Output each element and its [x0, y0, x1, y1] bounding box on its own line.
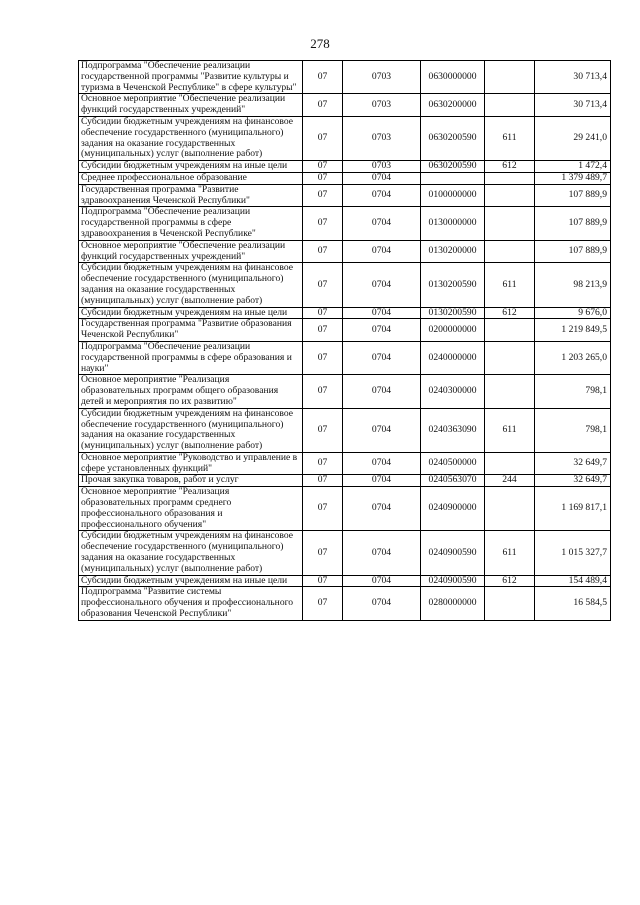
subsection-code-cell: 0704 — [343, 341, 421, 374]
expense-type-cell: 612 — [485, 161, 535, 173]
section-code-cell: 07 — [303, 531, 343, 575]
amount-cell: 1 169 817,1 — [535, 487, 611, 531]
expense-type-cell: 611 — [485, 116, 535, 160]
subsection-code-cell: 0703 — [343, 61, 421, 94]
table-row — [79, 452, 611, 475]
expense-type-cell — [485, 341, 535, 374]
amount-cell: 30 713,4 — [535, 61, 611, 94]
subsection-code-cell: 0704 — [343, 408, 421, 452]
subsection-code-cell: 0704 — [343, 587, 421, 620]
item-name-cell: Основное мероприятие "Обеспечение реализации функций государственных учреждений" — [79, 94, 303, 117]
subsection-code-cell: 0704 — [343, 263, 421, 307]
section-code-cell: 07 — [303, 207, 343, 240]
subsection-code-cell: 0703 — [343, 94, 421, 117]
expense-type-cell — [485, 587, 535, 620]
item-name-cell: Основное мероприятие "Руководство и управление в сфере установленных функций" — [79, 452, 303, 475]
item-name-cell: Субсидии бюджетным учреждениям на иные цели — [79, 575, 303, 587]
expense-type-cell — [485, 184, 535, 207]
target-article-cell: 0630200590 — [421, 116, 485, 160]
expense-type-cell — [485, 375, 535, 408]
section-code-cell: 07 — [303, 161, 343, 173]
table-row — [79, 587, 611, 620]
expense-type-cell — [485, 240, 535, 263]
section-code-cell: 07 — [303, 240, 343, 263]
target-article-cell — [421, 172, 485, 184]
target-article-cell: 0240563070 — [421, 475, 485, 487]
amount-cell: 16 584,5 — [535, 587, 611, 620]
section-code-cell: 07 — [303, 307, 343, 319]
item-name-cell: Субсидии бюджетным учреждениям на финансовое обеспечение государственного (муниципального) задания на оказание государственных (муниципальных) услуг (выполнение работ) — [79, 408, 303, 452]
target-article-cell: 0630200000 — [421, 94, 485, 117]
amount-cell: 32 649,7 — [535, 475, 611, 487]
item-name-cell: Основное мероприятие "Обеспечение реализации функций государственных учреждений" — [79, 240, 303, 263]
table-row — [79, 341, 611, 374]
item-name-cell: Среднее профессиональное образование — [79, 172, 303, 184]
amount-cell: 798,1 — [535, 408, 611, 452]
section-code-cell: 07 — [303, 575, 343, 587]
table-row — [79, 61, 611, 94]
item-name-cell: Основное мероприятие "Реализация образовательных программ среднего профессионального образования и профессионального обучения" — [79, 487, 303, 531]
target-article-cell: 0200000000 — [421, 319, 485, 342]
amount-cell: 1 015 327,7 — [535, 531, 611, 575]
target-article-cell: 0240000000 — [421, 341, 485, 374]
expense-type-cell — [485, 452, 535, 475]
subsection-code-cell: 0704 — [343, 240, 421, 263]
item-name-cell: Государственная программа "Развитие здравоохранения Чеченской Республики" — [79, 184, 303, 207]
target-article-cell: 0240300000 — [421, 375, 485, 408]
amount-cell: 107 889,9 — [535, 240, 611, 263]
item-name-cell: Основное мероприятие "Реализация образовательных программ общего образования детей и мероприятия по их развитию" — [79, 375, 303, 408]
table-row — [79, 475, 611, 487]
item-name-cell: Подпрограмма "Обеспечение реализации государственной программы в сфере образования и науки" — [79, 341, 303, 374]
amount-cell: 98 213,9 — [535, 263, 611, 307]
subsection-code-cell: 0704 — [343, 375, 421, 408]
subsection-code-cell: 0704 — [343, 307, 421, 319]
expense-type-cell: 611 — [485, 531, 535, 575]
item-name-cell: Подпрограмма "Развитие системы профессионального обучения и профессионального образования Чеченской Республики" — [79, 587, 303, 620]
amount-cell: 1 379 489,7 — [535, 172, 611, 184]
item-name-cell: Субсидии бюджетным учреждениям на иные цели — [79, 161, 303, 173]
subsection-code-cell: 0704 — [343, 531, 421, 575]
table-row — [79, 116, 611, 160]
section-code-cell: 07 — [303, 263, 343, 307]
subsection-code-cell: 0704 — [343, 487, 421, 531]
expense-type-cell: 612 — [485, 575, 535, 587]
page-number: 278 — [310, 36, 330, 51]
subsection-code-cell: 0704 — [343, 172, 421, 184]
amount-cell: 32 649,7 — [535, 452, 611, 475]
target-article-cell: 0100000000 — [421, 184, 485, 207]
table-row — [79, 161, 611, 173]
section-code-cell: 07 — [303, 487, 343, 531]
amount-cell: 154 489,4 — [535, 575, 611, 587]
subsection-code-cell: 0703 — [343, 161, 421, 173]
subsection-code-cell: 0704 — [343, 319, 421, 342]
target-article-cell: 0130200590 — [421, 263, 485, 307]
expense-type-cell: 611 — [485, 408, 535, 452]
subsection-code-cell: 0704 — [343, 184, 421, 207]
target-article-cell: 0240900590 — [421, 531, 485, 575]
section-code-cell: 07 — [303, 116, 343, 160]
table-row — [79, 319, 611, 342]
table-row — [79, 408, 611, 452]
item-name-cell: Подпрограмма "Обеспечение реализации государственной программы "Развитие культуры и туризма в Чеченской Республике" в сфере культуры" — [79, 61, 303, 94]
expense-type-cell — [485, 319, 535, 342]
expense-type-cell: 244 — [485, 475, 535, 487]
expense-type-cell: 611 — [485, 263, 535, 307]
table-row — [79, 575, 611, 587]
target-article-cell: 0240900000 — [421, 487, 485, 531]
table-row — [79, 487, 611, 531]
expense-type-cell — [485, 94, 535, 117]
amount-cell: 1 219 849,5 — [535, 319, 611, 342]
target-article-cell: 0130200000 — [421, 240, 485, 263]
item-name-cell: Субсидии бюджетным учреждениям на финансовое обеспечение государственного (муниципального) задания на оказание государственных (муниципальных) услуг (выполнение работ) — [79, 263, 303, 307]
table-row — [79, 375, 611, 408]
item-name-cell: Субсидии бюджетным учреждениям на финансовое обеспечение государственного (муниципального) задания на оказание государственных (муниципальных) услуг (выполнение работ) — [79, 116, 303, 160]
amount-cell: 30 713,4 — [535, 94, 611, 117]
subsection-code-cell: 0703 — [343, 116, 421, 160]
amount-cell: 798,1 — [535, 375, 611, 408]
expense-type-cell — [485, 172, 535, 184]
item-name-cell: Прочая закупка товаров, работ и услуг — [79, 475, 303, 487]
section-code-cell: 07 — [303, 61, 343, 94]
table-row — [79, 263, 611, 307]
section-code-cell: 07 — [303, 184, 343, 207]
target-article-cell: 0130200590 — [421, 307, 485, 319]
target-article-cell: 0630000000 — [421, 61, 485, 94]
section-code-cell: 07 — [303, 94, 343, 117]
table-row — [79, 240, 611, 263]
item-name-cell: Подпрограмма "Обеспечение реализации государственной программы в сфере здравоохранения в Чеченской Республике" — [79, 207, 303, 240]
expense-type-cell — [485, 61, 535, 94]
table-row — [79, 172, 611, 184]
table-row — [79, 531, 611, 575]
amount-cell: 107 889,9 — [535, 207, 611, 240]
amount-cell: 9 676,0 — [535, 307, 611, 319]
section-code-cell: 07 — [303, 172, 343, 184]
section-code-cell: 07 — [303, 452, 343, 475]
table-row — [79, 207, 611, 240]
section-code-cell: 07 — [303, 375, 343, 408]
table-row — [79, 307, 611, 319]
table-row — [79, 94, 611, 117]
expense-type-cell: 612 — [485, 307, 535, 319]
subsection-code-cell: 0704 — [343, 475, 421, 487]
amount-cell: 1 472,4 — [535, 161, 611, 173]
item-name-cell: Субсидии бюджетным учреждениям на финансовое обеспечение государственного (муниципального) задания на оказание государственных (муниципальных) услуг (выполнение работ) — [79, 531, 303, 575]
item-name-cell: Государственная программа "Развитие образования Чеченской Республики" — [79, 319, 303, 342]
subsection-code-cell: 0704 — [343, 452, 421, 475]
subsection-code-cell: 0704 — [343, 575, 421, 587]
section-code-cell: 07 — [303, 319, 343, 342]
target-article-cell: 0240500000 — [421, 452, 485, 475]
amount-cell: 1 203 265,0 — [535, 341, 611, 374]
subsection-code-cell: 0704 — [343, 207, 421, 240]
expense-type-cell — [485, 207, 535, 240]
expense-type-cell — [485, 487, 535, 531]
target-article-cell: 0280000000 — [421, 587, 485, 620]
section-code-cell: 07 — [303, 341, 343, 374]
section-code-cell: 07 — [303, 587, 343, 620]
target-article-cell: 0240363090 — [421, 408, 485, 452]
target-article-cell: 0240900590 — [421, 575, 485, 587]
item-name-cell: Субсидии бюджетным учреждениям на иные цели — [79, 307, 303, 319]
amount-cell: 29 241,0 — [535, 116, 611, 160]
target-article-cell: 0130000000 — [421, 207, 485, 240]
target-article-cell: 0630200590 — [421, 161, 485, 173]
amount-cell: 107 889,9 — [535, 184, 611, 207]
section-code-cell: 07 — [303, 475, 343, 487]
table-row — [79, 184, 611, 207]
section-code-cell: 07 — [303, 408, 343, 452]
budget-table — [78, 60, 611, 621]
